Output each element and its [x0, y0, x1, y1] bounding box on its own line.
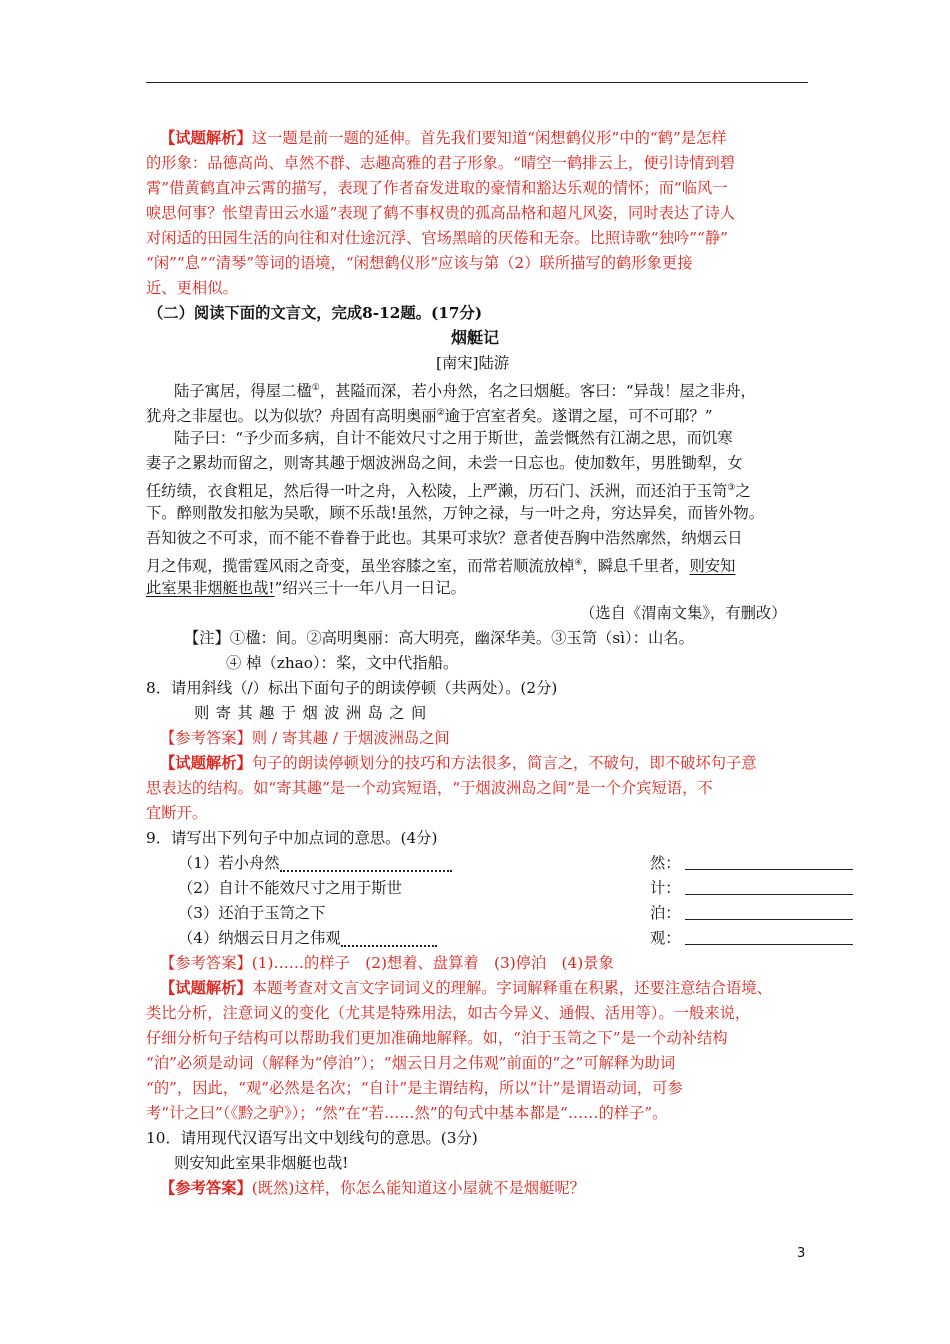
- page-number: 3: [797, 1246, 806, 1261]
- question-8-explanation: 思表达的结构。如“寄其趣”是一个动宾短语，“于烟波洲岛之间”是一个介宾短语，不: [146, 779, 713, 797]
- question-9: 9．请写出下列句子中加点词的意思。(4分): [146, 829, 438, 847]
- explanation-line: 的形象：品德高尚、卓然不群、志趣高雅的君子形象。“晴空一鹤排云上，便引诗情到碧: [146, 154, 736, 172]
- answer-blank[interactable]: [685, 878, 853, 895]
- question-10: 10．请用现代汉语写出文中划线句的意思。(3分): [146, 1129, 478, 1147]
- question-8-explanation: 宜断开。: [146, 804, 208, 822]
- answer-blank[interactable]: [685, 903, 853, 920]
- explanation-line: 唳思何事？怅望青田云水遥”表现了鹤不事权贵的孤高品格和超凡风姿，同时表达了诗人: [146, 204, 736, 222]
- passage-line: 陆子寓居，得屋二楹①，甚隘而深，若小舟然，名之曰烟艇。客曰：“异哉！屋之非舟，: [174, 382, 756, 400]
- question-10-sentence: 则安知此室果非烟艇也哉!: [174, 1154, 349, 1172]
- underlined-sentence: 此室果非烟艇也哉!: [146, 579, 275, 597]
- passage-line: 下。醉则散发扣舷为吴歌，顾不乐哉!虽然，万钟之禄，与一叶之舟，穷达异矣，而皆外物。: [146, 504, 765, 522]
- explanation-line: “闲”“息”“清琴”等词的语境，“闲想鹤仪形”应该与第（2）联所描写的鹤形象更接: [146, 254, 693, 272]
- section-heading: （二）阅读下面的文言文，完成8-12题。(17分): [148, 304, 483, 322]
- passage-line: 任纺绩，衣食粗足，然后得一叶之舟，入松陵，上严濑，历石门、沃洲，而还泊于玉笥③之: [146, 482, 751, 500]
- question-8-explanation: 【试题解析】句子的朗读停顿划分的技巧和方法很多，简言之，不破句，即不破坏句子意: [160, 754, 757, 772]
- passage-note: ④ 棹（zhao）：桨，文中代指船。: [226, 654, 459, 672]
- question-9-item: （3）还泊于玉笥之下 泊：: [178, 901, 878, 925]
- explanation-line: 近、更相似。: [146, 279, 238, 297]
- passage-source: （选自《渭南文集》，有删改）: [580, 604, 787, 622]
- passage-line: 吾知彼之不可求，而不能不眷眷于此也。其果可求欤？意者使吾胸中浩然廓然，纳烟云日: [146, 529, 743, 547]
- question-9-item: （2）自计不能效尺寸之用于斯世 计：: [178, 876, 878, 900]
- question-8-answer: 【参考答案】则 / 寄其趣 / 于烟波洲岛之间: [160, 729, 450, 747]
- answer-blank[interactable]: [685, 853, 853, 870]
- question-8: 8．请用斜线（/）标出下面句子的朗读停顿（共两处）。(2分): [146, 679, 558, 697]
- question-9-explanation: 类比分析，注意词义的变化（尤其是特殊用法，如古今异义、通假、活用等）。一般来说，: [146, 1004, 751, 1022]
- question-9-explanation: 【试题解析】本题考查对文言文字词词义的理解。字词解释重在积累，还要注意结合语境、: [160, 979, 772, 997]
- explanation-line: 霄”借黄鹤直冲云霄的描写，表现了作者奋发进取的豪情和豁达乐观的情怀；而“临风一: [146, 179, 728, 197]
- passage-line: 陆子曰：“予少而多病，自计不能效尺寸之用于斯世，盖尝慨然有江湖之思，而饥寒: [174, 429, 733, 447]
- question-9-explanation: 考“计之曰”（《黔之驴》）；“然”在“若……然”的句式中基本都是“……的样子”。: [146, 1104, 668, 1122]
- question-10-answer: 【参考答案】(既然)这样，你怎么能知道这小屋就不是烟艇呢？: [160, 1179, 585, 1197]
- passage-author: [南宋]陆游: [436, 354, 510, 372]
- question-9-explanation: “泊”必须是动词（解释为“停泊”）；“烟云日月之伟观”前面的“之”可解释为助词: [146, 1054, 676, 1072]
- passage-line: 犹舟之非屋也。以为似欤？舟固有高明奥丽②逾于宫室者矣。遂谓之屋，可不可耶？”: [146, 407, 713, 425]
- passage-title: 烟艇记: [450, 328, 499, 347]
- question-8-sentence: 则寄其趣于烟波洲岛之间: [194, 704, 433, 722]
- passage-line: 月之伟观，揽雷霆风雨之奇变，虽坐容膝之室，而常若顺流放棹④，瞬息千里者，则安知: [146, 557, 736, 575]
- underlined-sentence: 则安知: [689, 557, 736, 575]
- explanation-line: 【试题解析】这一题是前一题的延伸。首先我们要知道“闲想鹤仪形”中的“鹤”是怎样: [160, 129, 727, 147]
- header-rule: [146, 82, 808, 83]
- question-9-explanation: 仔细分析句子结构可以帮助我们更加准确地解释。如，“泊于玉笥之下”是一个动补结构: [146, 1029, 728, 1047]
- explanation-line: 对闲适的田园生活的向往和对仕途沉浮、官场黑暗的厌倦和无奈。比照诗歌“独吟”“静”: [146, 229, 728, 247]
- question-9-answer: 【参考答案】(1)……的样子 (2)想着、盘算着 (3)停泊 (4)景象: [160, 954, 614, 972]
- passage-note: 【注】①楹：间。②高明奥丽：高大明亮，幽深华美。③玉笥（sì）：山名。: [184, 629, 694, 647]
- answer-blank[interactable]: [685, 928, 853, 945]
- passage-line: 妻子之累劫而留之，则寄其趣于烟波洲岛之间，未尝一日忘也。使加数年，男胜锄犁，女: [146, 454, 743, 472]
- question-9-explanation: “的”，因此，“观”必然是名次；“自计”是主谓结构，所以“计”是谓语动词，可参: [146, 1079, 683, 1097]
- question-9-item: （4）纳烟云日月之伟观 观：: [178, 926, 878, 950]
- passage-line: 此室果非烟艇也哉!”绍兴三十一年八月一日记。: [146, 579, 466, 597]
- question-9-item: （1）若小舟然 然：: [178, 851, 878, 875]
